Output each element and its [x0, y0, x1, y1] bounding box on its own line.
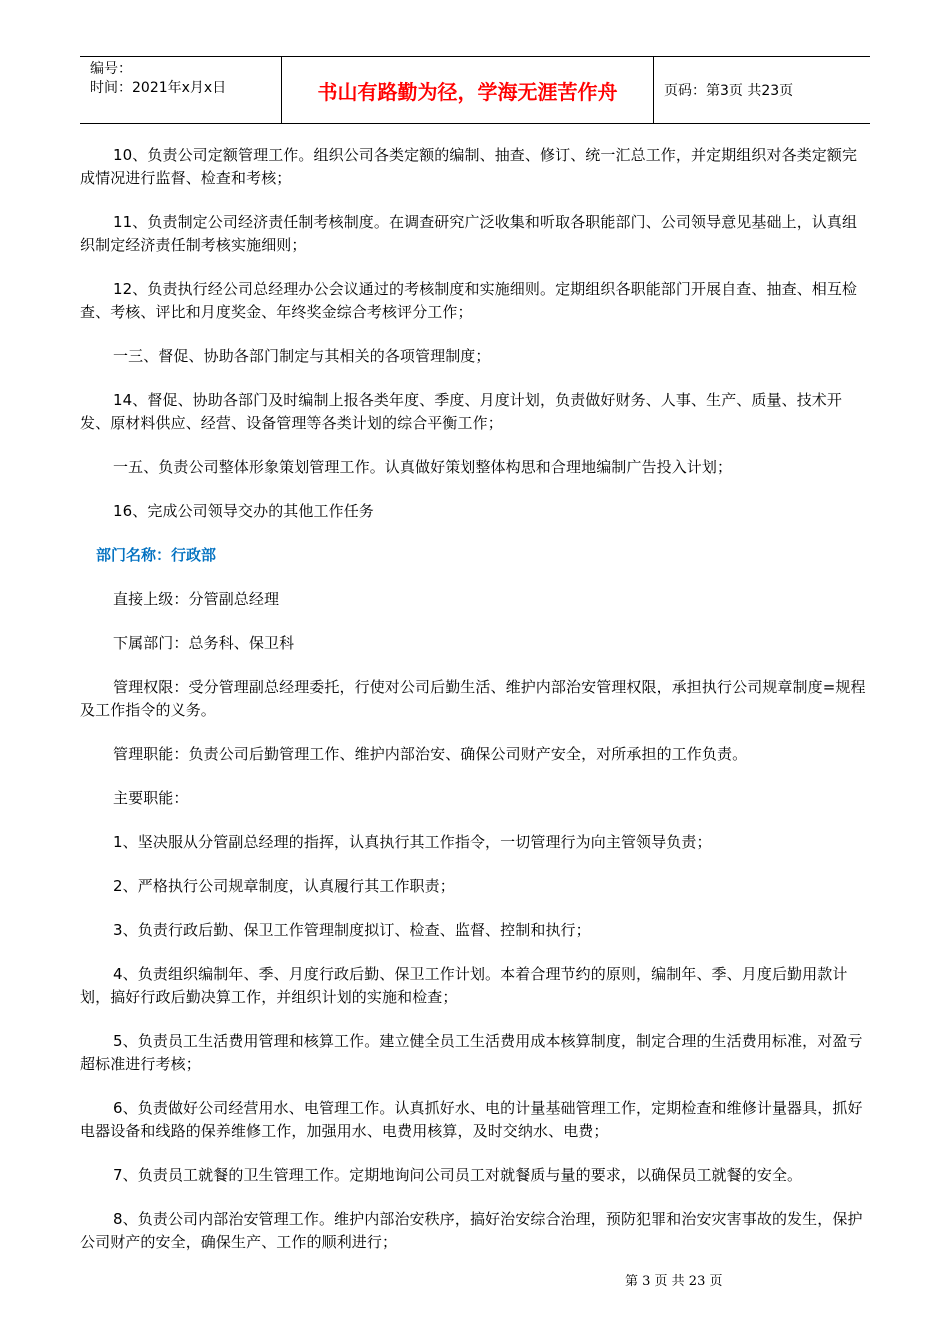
paragraph-item-14: 14、督促、协助各部门及时编制上报各类年度、季度、月度计划，负责做好财务、人事、生产、质量、技术开发、原材料供应、经营、设备管理等各类计划的综合平衡工作；: [80, 391, 842, 432]
document-body: [80, 144, 870, 1275]
duty-item-6: 6、负责做好公司经营用水、电管理工作。认真抓好水、电的计量基础管理工作，定期检查和维修计量器具，抓好电器设备和线路的保养维修工作，加强用水、电费用核算，及时交纳水、电费；: [80, 1099, 863, 1140]
paragraph-item-11: 11、负责制定公司经济责任制考核制度。在调查研究广泛收集和听取各职能部门、公司领导意见基础上，认真组织制定经济责任制考核实施细则；: [80, 213, 858, 254]
duty-item-4: 4、负责组织编制年、季、月度行政后勤、保卫工作计划。本着合理节约的原则，编制年、季、月度后勤用款计划，搞好行政后勤决算工作，并组织计划的实施和检查；: [80, 965, 848, 1006]
duty-item-5: 5、负责员工生活费用管理和核算工作。建立健全员工生活费用成本核算制度，制定合理的生活费用标准，对盈亏超标准进行考核；: [80, 1032, 863, 1073]
management-authority: 管理权限：受分管理副总经理委托，行使对公司后勤生活、维护内部治安管理权限，承担执行公司规章制度=规程及工作指令的义务。: [80, 678, 866, 719]
header-motto: 书山有路勤为径，学海无涯苦作舟: [282, 57, 654, 123]
direct-superior: 直接上级：分管副总经理: [113, 590, 280, 608]
header-page-info: 页码：第3页 共23页: [664, 83, 794, 99]
number-label: 编号：: [90, 61, 132, 77]
main-functions-heading: 主要职能：: [113, 789, 189, 807]
paragraph-item-12: 12、负责执行经公司总经理办公会议通过的考核制度和实施细则。定期组织各职能部门开展自查、抽查、相互检查、考核、评比和月度奖金、年终奖金综合考核评分工作；: [80, 280, 858, 321]
page-footer: 第 3 页 共 23 页: [625, 1274, 723, 1289]
time-label: 时间：2021年x月x日: [90, 80, 227, 96]
paragraph-item-13: 一三、督促、协助各部门制定与其相关的各项管理制度；: [113, 347, 491, 365]
paragraph-item-15: 一五、负责公司整体形象策划管理工作。认真做好策划整体构思和合理地编制广告投入计划；: [113, 458, 733, 476]
duty-item-3: 3、负责行政后勤、保卫工作管理制度拟订、检查、监督、控制和执行；: [113, 921, 591, 939]
duty-item-1: 1、坚决服从分管副总经理的指挥，认真执行其工作指令，一切管理行为向主管领导负责；: [113, 833, 712, 851]
header-meta: [80, 57, 282, 123]
duty-item-2: 2、严格执行公司规章制度，认真履行其工作职责；: [113, 877, 455, 895]
duty-item-7: 7、负责员工就餐的卫生管理工作。定期地询问公司员工对就餐质与量的要求，以确保员工就餐的安全。: [113, 1166, 803, 1184]
paragraph-item-16: 16、完成公司领导交办的其他工作任务: [113, 502, 374, 520]
subordinate-departments: 下属部门：总务科、保卫科: [113, 634, 295, 652]
paragraph-item-10: 10、负责公司定额管理工作。组织公司各类定额的编制、抽查、修订、统一汇总工作，并定期组织对各类定额完成情况进行监督、检查和考核；: [80, 146, 858, 187]
duty-item-8: 8、负责公司内部治安管理工作。维护内部治安秩序，搞好治安综合治理，预防犯罪和治安灾害事故的发生，保护公司财产的安全，确保生产、工作的顺利进行；: [80, 1210, 863, 1251]
management-function: 管理职能：负责公司后勤管理工作、维护内部治安、确保公司财产安全，对所承担的工作负责。: [113, 745, 748, 763]
department-title: 部门名称：行政部: [96, 546, 217, 564]
page-header: [80, 56, 870, 124]
